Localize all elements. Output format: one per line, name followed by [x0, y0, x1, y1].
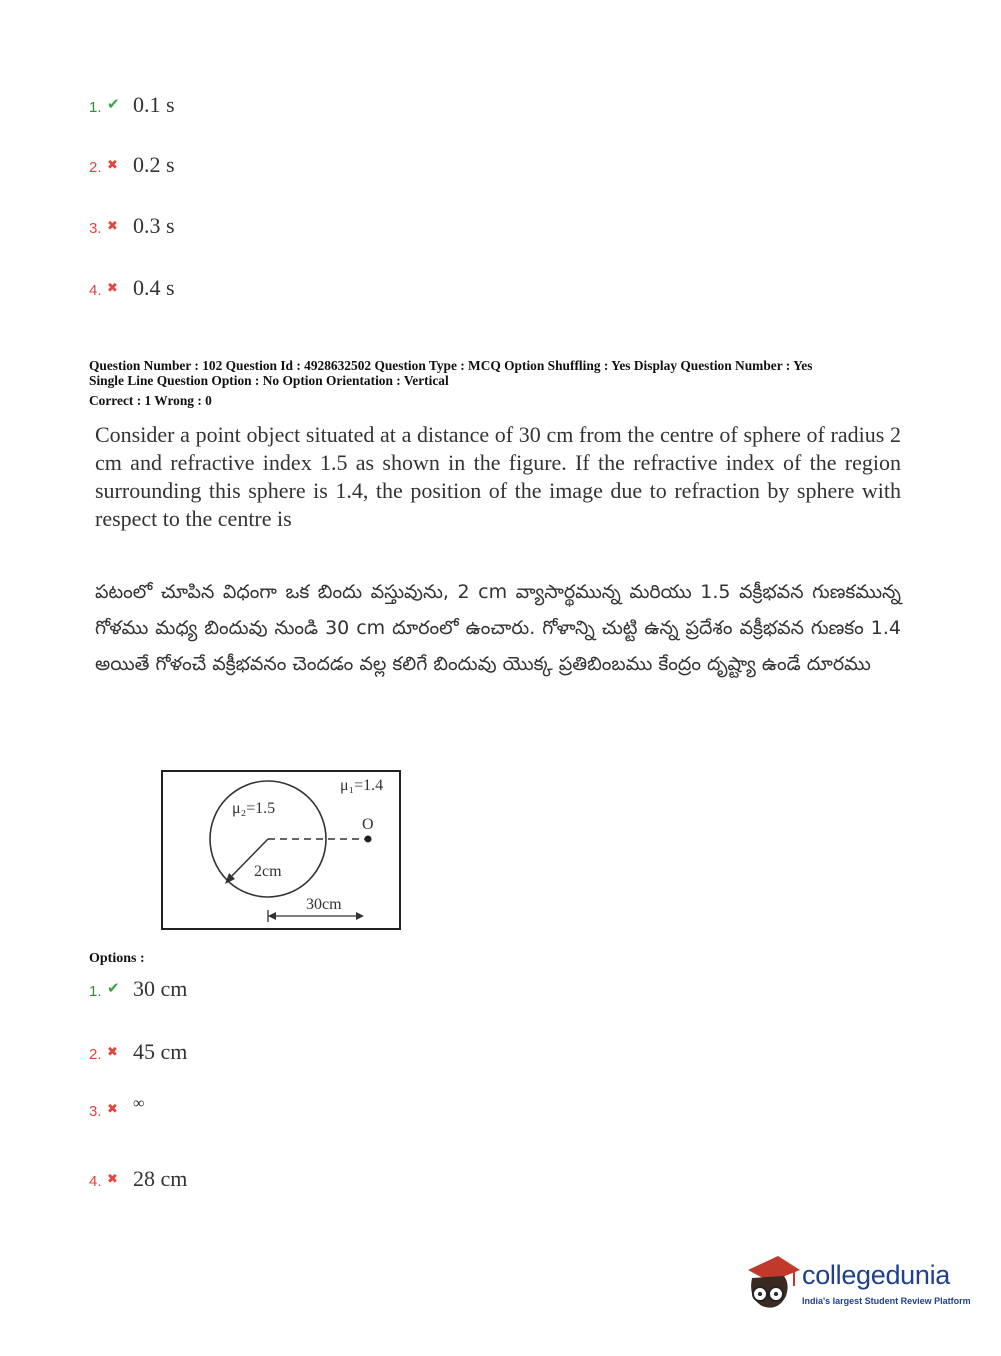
- prev-option-1: [89, 92, 175, 118]
- logo-tagline: India's largest Student Review Platform: [802, 1296, 971, 1306]
- option-number: 3.: [89, 220, 102, 237]
- distance-label: 30cm: [306, 896, 342, 913]
- cross-icon: ✖: [107, 281, 118, 296]
- option-value: 0.2 s: [133, 152, 175, 177]
- option-1: [89, 976, 187, 1002]
- option-value: 0.3 s: [133, 213, 175, 238]
- option-number: 4.: [89, 1173, 102, 1190]
- sphere-figure: [160, 769, 402, 931]
- option-number: 1.: [89, 99, 102, 116]
- option-3: [89, 1095, 145, 1121]
- mu2-label: μ₂=1.5: [232, 800, 276, 817]
- object-label: O: [362, 816, 374, 833]
- cross-icon: ✖: [107, 158, 118, 173]
- question-english: Consider a point object situated at a distance of 30 cm from the centre of sphere of radius 2 cm and refractive index 1.5 as shown in the figure. If the refractive index of the region surrounding this sphere is 1.4, the position of the image due to refraction by sphere with respect to the centre is: [95, 422, 901, 531]
- prev-option-4: [89, 275, 175, 301]
- option-value: ∞: [133, 1095, 145, 1112]
- cross-icon: ✖: [107, 1102, 118, 1117]
- option-value: 28 cm: [133, 1166, 188, 1191]
- logo-name: collegedunia: [802, 1260, 951, 1290]
- cross-icon: ✖: [107, 1172, 118, 1187]
- figure-border: [162, 771, 400, 929]
- option-number: 2.: [89, 159, 102, 176]
- option-number: 1.: [89, 983, 102, 1000]
- cross-icon: ✖: [107, 1045, 118, 1060]
- check-icon: ✔: [107, 979, 120, 997]
- question-telugu: పటంలో చూపిన విధంగా ఒక బిందు వస్తువును, 2 cm వ్యాసార్థమున్న మరియు 1.5 వక్రీభవన గుణకమున్న గోళము మధ్య బిందువు నుండి 30 cm దూరంలో ఉంచారు. గోళాన్ని చుట్టి ఉన్న ప్రదేశం వక్రీభవన గుణకం 1.4 అయితే గోళంచే వక్రీభవనం చెందడం వల్ల కలిగే బిందువు యొక్క ప్రతిబింబము కేంద్రం దృష్ట్యా ఉండే దూరము: [95, 581, 901, 675]
- object-point: [365, 836, 372, 843]
- question-meta-line2: Single Line Question Option : No Option Orientation : Vertical: [89, 373, 449, 388]
- option-value: 45 cm: [133, 1039, 188, 1064]
- option-4: [89, 1166, 187, 1192]
- collegedunia-logo: [740, 1248, 970, 1318]
- options-label: Options :: [89, 951, 145, 966]
- option-number: 3.: [89, 1103, 102, 1120]
- question-meta-line3: Correct : 1 Wrong : 0: [89, 393, 212, 408]
- option-number: 4.: [89, 282, 102, 299]
- option-number: 2.: [89, 1046, 102, 1063]
- option-value: 0.1 s: [133, 92, 175, 117]
- prev-option-3: [89, 213, 175, 239]
- option-value: 30 cm: [133, 976, 188, 1001]
- radius-label: 2cm: [254, 863, 282, 880]
- prev-option-2: [89, 152, 175, 178]
- cross-icon: ✖: [107, 219, 118, 234]
- question-meta-line1: Question Number : 102 Question Id : 4928632502 Question Type : MCQ Option Shuffling : Yes Display Question Number : Yes: [89, 358, 813, 373]
- mu1-label: μ₁=1.4: [340, 777, 384, 794]
- check-icon: ✔: [107, 95, 120, 113]
- option-2: [89, 1039, 187, 1065]
- option-value: 0.4 s: [133, 275, 175, 300]
- mascot-icon: [740, 1248, 800, 1314]
